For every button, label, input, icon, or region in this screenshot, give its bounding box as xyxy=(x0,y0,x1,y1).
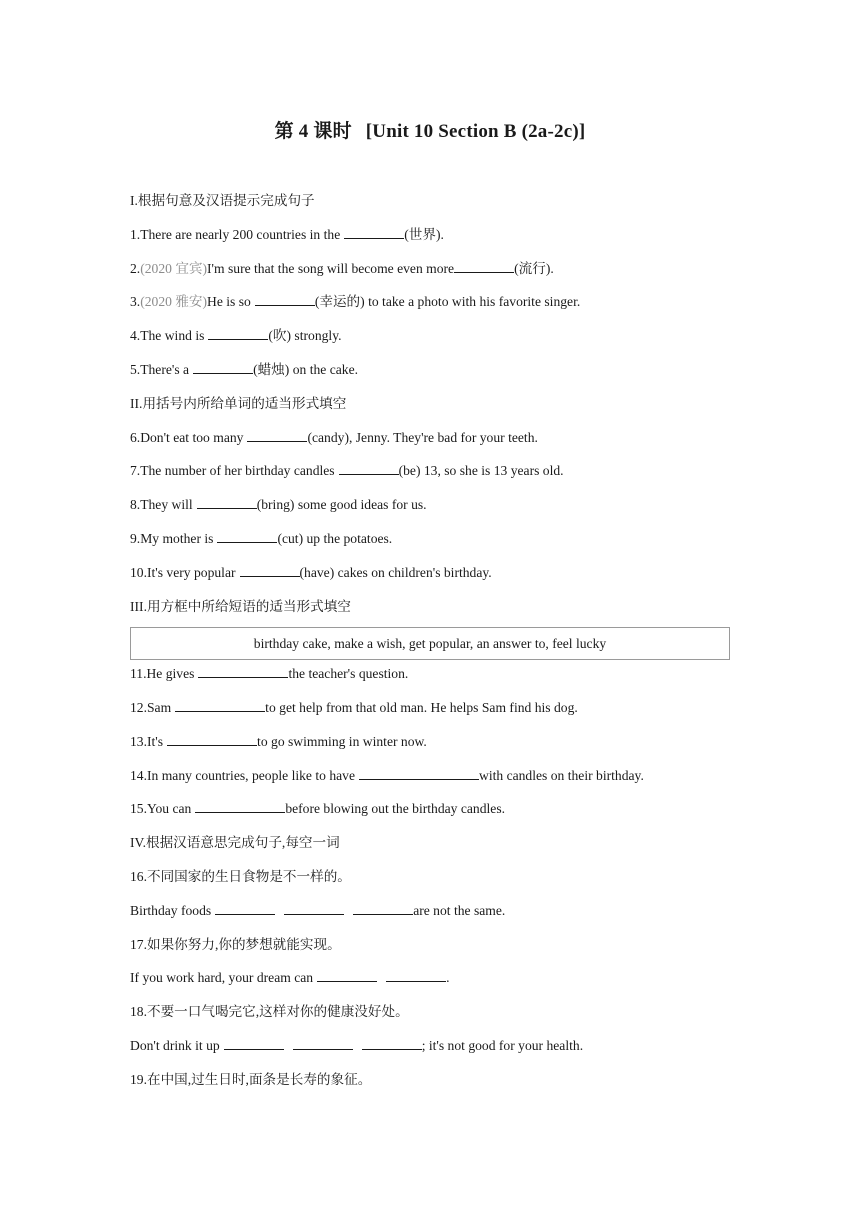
answer-blank[interactable] xyxy=(217,529,277,543)
answer-blank[interactable] xyxy=(344,225,404,239)
question-17: If you work hard, your dream can . xyxy=(130,970,450,986)
question-10: 10.It's very popular (have) cakes on children's birthday. xyxy=(130,564,492,580)
question-13: 13.It's to go swimming in winter now. xyxy=(130,733,427,749)
section-heading-2: II.用括号内所给单词的适当形式填空 xyxy=(130,395,347,411)
question-1: 1.There are nearly 200 countries in the (世界). xyxy=(130,226,444,242)
section-heading-4: IV.根据汉语意思完成句子,每空一词 xyxy=(130,835,340,851)
answer-blank[interactable] xyxy=(339,461,399,475)
answer-blank[interactable] xyxy=(224,1036,284,1050)
answer-blank[interactable] xyxy=(255,292,315,306)
answer-blank[interactable] xyxy=(386,968,446,982)
answer-blank[interactable] xyxy=(362,1036,422,1050)
answer-blank[interactable] xyxy=(293,1036,353,1050)
question-18: Don't drink it up ; it's not good for your health. xyxy=(130,1037,584,1053)
phrase-box: birthday cake, make a wish, get popular, an answer to, feel lucky xyxy=(130,627,730,660)
question-5: 5.There's a (蜡烛) on the cake. xyxy=(130,361,358,377)
answer-blank[interactable] xyxy=(247,428,307,442)
question-18-chinese: 18.不要一口气喝完它,这样对你的健康没好处。 xyxy=(130,1004,409,1020)
answer-blank[interactable] xyxy=(195,799,285,813)
answer-blank[interactable] xyxy=(359,766,479,780)
question-6: 6.Don't eat too many (candy), Jenny. They're bad for your teeth. xyxy=(130,429,538,445)
question-19-chinese: 19.在中国,过生日时,面条是长寿的象征。 xyxy=(130,1071,372,1087)
answer-blank[interactable] xyxy=(175,698,265,712)
answer-blank[interactable] xyxy=(193,360,253,374)
answer-blank[interactable] xyxy=(197,495,257,509)
question-11: 11.He gives the teacher's question. xyxy=(130,666,409,682)
source-tag: (2020 宜宾) xyxy=(140,260,208,276)
answer-blank[interactable] xyxy=(240,563,300,577)
answer-blank[interactable] xyxy=(167,732,257,746)
question-16-chinese: 16.不同国家的生日食物是不一样的。 xyxy=(130,868,351,884)
answer-blank[interactable] xyxy=(454,259,514,273)
question-17-chinese: 17.如果你努力,你的梦想就能实现。 xyxy=(130,936,341,952)
unit-label: [Unit 10 Section B (2a-2c)] xyxy=(365,121,586,142)
section-heading-1: I.根据句意及汉语提示完成句子 xyxy=(130,193,315,208)
question-2: 2.(2020 宜宾)I'm sure that the song will become even more (流行). xyxy=(130,260,554,276)
question-12: 12.Sam to get help from that old man. He helps Sam find his dog. xyxy=(130,699,578,715)
question-7: 7.The number of her birthday candles (be) 13, so she is 13 years old. xyxy=(130,463,564,479)
source-tag: (2020 雅安) xyxy=(140,294,208,310)
question-14: 14.In many countries, people like to have with candles on their birthday. xyxy=(130,767,644,783)
lesson-number: 第 4 课时 xyxy=(274,121,352,142)
question-4: 4.The wind is (吹) strongly. xyxy=(130,328,342,344)
phrase-box-row xyxy=(130,630,770,664)
exercise-body xyxy=(130,191,770,1104)
answer-blank[interactable] xyxy=(215,901,275,915)
question-15: 15.You can before blowing out the birthday candles. xyxy=(130,801,506,817)
page-title xyxy=(0,116,860,143)
question-9: 9.My mother is (cut) up the potatoes. xyxy=(130,530,393,546)
answer-blank[interactable] xyxy=(353,901,413,915)
question-16: Birthday foods are not the same. xyxy=(130,902,506,918)
answer-blank[interactable] xyxy=(198,664,288,678)
section-heading-3: III.用方框中所给短语的适当形式填空 xyxy=(130,598,351,614)
answer-blank[interactable] xyxy=(208,326,268,340)
answer-blank[interactable] xyxy=(284,901,344,915)
question-8: 8.They will (bring) some good ideas for us. xyxy=(130,497,427,513)
question-3: 3.(2020 雅安)He is so (幸运的) to take a photo with his favorite singer. xyxy=(130,294,581,310)
answer-blank[interactable] xyxy=(317,968,377,982)
